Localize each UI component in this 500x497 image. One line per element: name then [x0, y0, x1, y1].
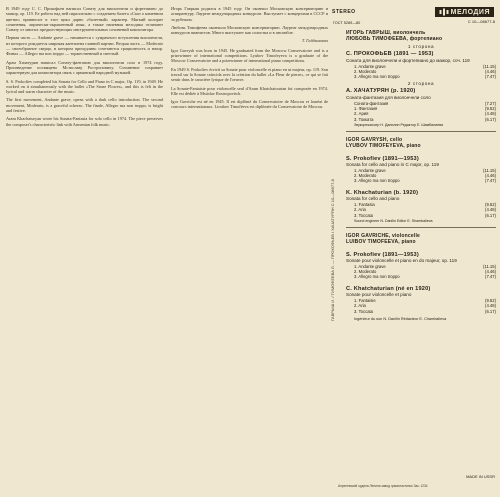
- track-title: 3. Toccata: [354, 308, 374, 314]
- gost-standard: ГОСТ 5289—80: [333, 21, 361, 25]
- track-duration: (4.48): [485, 207, 496, 213]
- track-title: 3. Toccata: [354, 212, 374, 218]
- made-in-label: MADE IN USSR: [466, 474, 495, 479]
- track-title: 1. Andante grave: [354, 63, 386, 69]
- notes-signature: Т. Гайдамович: [301, 38, 328, 44]
- composer-title: K. Khachaturian (b. 1920): [346, 189, 419, 196]
- track-title: 2. Moderato: [354, 269, 377, 275]
- production-credit: Sound engineer N. Danilin Editor E. Shambalieva: [354, 218, 433, 223]
- logo-wordmark: МЕЛОДИЯ: [450, 8, 490, 16]
- track-duration: (6.17): [485, 308, 496, 314]
- performer-line: ИГОРЬ ГАВРЫШ, виолончель: [346, 30, 426, 36]
- stereo-label: STEREO: [332, 9, 356, 15]
- notes-paragraph: Igor Gavrysh was born in 1945. He graduated from the Moscow Conservatoire and is a prizewinner of international competitions. Lyubov Timofeyeva is a graduate of the Moscow Conservatoire and a prizewinner of international piano competitions.: [171, 47, 328, 64]
- performer-line: IGOR GAVRICHE, violoncelle: [346, 233, 421, 240]
- track-duration: (9.52): [485, 105, 496, 111]
- performer-line: LYUBOV TIMOFEYEVA, piano: [346, 143, 421, 150]
- track-title: 3. Allegro ma non troppo: [354, 274, 400, 280]
- performers-fr: [346, 233, 496, 245]
- side-1-label: 1 сторона: [407, 44, 435, 50]
- track-item: [346, 117, 496, 122]
- composer-title: C. Khatchaturian (né en 1920): [346, 285, 431, 292]
- track-title: 3. Токката: [354, 116, 374, 122]
- track-duration: (7.47): [485, 178, 496, 184]
- work-title: Sonata for cello and piano: [346, 196, 400, 202]
- track-title: 2. Aria: [354, 303, 366, 309]
- composer-title: S. Prokofiev (1891—1953): [346, 155, 419, 162]
- work-title: Sonata for cello and piano in C major, op. 119: [346, 162, 439, 168]
- track-title: 1. Fantasia: [354, 201, 375, 207]
- notes-paragraph: Aram Khachaturyan wrote his Sonata-Fantasia for solo cello in 1974. The piece preserves the composer's characteristic link with Armenian folk music.: [6, 116, 163, 127]
- track-title: 1. Фантазия: [354, 105, 378, 111]
- notes-column-1: [6, 6, 163, 492]
- performer-line: IGOR GAVRYSH, cello: [346, 137, 403, 144]
- track-duration: (6.17): [485, 116, 496, 122]
- composer-title: С. ПРОКОФЬЕВ (1891 — 1953): [346, 51, 434, 58]
- track-duration: (11.15): [483, 167, 496, 173]
- catalog-number: С 10—08677-8: [467, 19, 495, 24]
- track-item: [346, 74, 496, 79]
- track-title: Соната-фантазия: [354, 100, 389, 106]
- track-listing: [346, 30, 496, 321]
- track-duration: (4.48): [485, 303, 496, 309]
- notes-paragraph: Игорь Гаврыш родился в 1945 году. Он окончил Московскую консерваторию и аспирантуру. Лауреат международных конкурсов. Выступает с концертами в СССР и за рубежом.: [171, 6, 328, 22]
- track-title: 2. Moderato: [354, 173, 377, 179]
- production-credit: Ingénieur du son N. Danilin Rédacteur E. Chambalieva: [354, 316, 447, 321]
- notes-paragraph: Арам Хачатурян написал Сонату-фантазию для виолончели соло в 1974 году. Произведение посвящено Мстиславу Ростроповичу. Сочинение сохраняет характерную для композитора связь с армянской народной музыкой.: [6, 59, 163, 76]
- track-duration: (11.15): [483, 63, 496, 69]
- track-title: 3. Allegro ma non troppo: [354, 178, 400, 184]
- track-title: 1. Andante grave: [354, 167, 386, 173]
- notes-column-2: [171, 6, 328, 492]
- notes-paragraph: The first movement, Andante grave, opens with a dark cello introduction. The second movement, Moderato, is a graceful scherzo. The finale, Allegro ma non troppo, is bright and festive.: [6, 97, 163, 114]
- performer-line: ЛЮБОВЬ ТИМОФЕЕВА, фортепиано: [346, 36, 443, 43]
- cover-header: [332, 6, 494, 18]
- work-title: Sonate pour violoncelle et piano: [346, 292, 412, 298]
- composer-title: А. ХАЧАТУРЯН (р. 1920): [346, 88, 416, 95]
- section-divider: [346, 131, 496, 132]
- notes-paragraph: В 1949 году С. С. Прокофьев написал Сонату для виолончели и фортепиано до мажор, ор. 119. Ее работа над ней параллельно с созданием балета «Сказ о каменном цветке» привносит в этот цикл дарно «балетный» характер. Мягкий колорит сочинения, лирически-окрашенный язык, а также напевная мелодика отличают Сонату от многих предшествующих инструментальных сочинений композитора.: [6, 6, 163, 33]
- work-title: Соната-фантазия для виолончели соло: [346, 95, 431, 101]
- melodiya-logo: [435, 7, 494, 17]
- notes-paragraph: Первая часть — Andante grave — начинается с сумрачного вступления виолончели, из которого рождается широкая кантилена главной партии. Вторая часть — Moderato — своеобразное скерцо, в котором причудливо сочетаются грациозность и юмор. Финал — Allegro ma non troppo — торжественный и светлый.: [6, 35, 163, 57]
- notes-paragraph: Igor Gavriche est né en 1945. Il est diplômé du Conservatoire de Moscou et lauréat de concours internationaux. Lioubov Timoféeva est diplômée du Conservatoire de Moscou.: [171, 99, 328, 110]
- track-title: 1. Andante grave: [354, 263, 386, 269]
- track-duration: (4.46): [485, 68, 496, 74]
- track-item: [346, 213, 496, 218]
- track-duration: (6.17): [485, 212, 496, 218]
- track-duration: (4.46): [485, 269, 496, 275]
- notes-paragraph: S. S. Prokofiev completed his Sonata for Cello and Piano in C major, Op. 119, in 1949. He worked on it simultaneously with the ballet «The Stone Flower», and this is felt in the lyrical and warm character of the music.: [6, 78, 163, 95]
- track-duration: (7.47): [485, 74, 496, 80]
- track-title: 1. Fantaisie: [354, 297, 376, 303]
- track-duration: (11.15): [483, 263, 496, 269]
- work-title: Sonate pour violoncelle et piano en do majeur, op. 119: [346, 258, 457, 264]
- track-title: 2. Moderato: [354, 68, 377, 74]
- track-duration: (7.27): [485, 100, 496, 106]
- track-title: 2. Aria: [354, 207, 366, 213]
- track-duration: (4.46): [485, 173, 496, 179]
- track-title: 2. Ария: [354, 111, 369, 117]
- performers-en: [346, 137, 496, 149]
- liner-notes: [6, 6, 328, 492]
- melodiya-logo-icon: [439, 8, 449, 16]
- track-duration: (9.52): [485, 297, 496, 303]
- notes-paragraph: Любовь Тимофеева окончила Московскую консерваторию. Лауреат международных конкурсов пианистов. Много выступает как солистка и в ансамбле.: [171, 24, 328, 36]
- spine-text: ГАВРЫШ И. / ТИМОФЕЕВА Л. — ПРОКОФЬЕВ / ХАЧАТУРЯН С 10—08677-8: [330, 179, 335, 321]
- notes-paragraph: La Sonate-Fantaisie pour violoncelle seul d'Aram Khatchatourian fut composée en 1974. Elle est dédiée à Mstislav Rostropovitch.: [171, 85, 328, 96]
- performers-ru: [346, 30, 496, 42]
- side-2-label: 2 сторона: [407, 81, 435, 87]
- performer-line: LUIBOV TIMOFEEVA, piano: [346, 239, 416, 246]
- track-duration: (4.48): [485, 111, 496, 117]
- composer-title: S. Prokofiev (1891—1953): [346, 251, 419, 258]
- track-duration: (7.47): [485, 274, 496, 280]
- notes-paragraph: En 1949 S. Prokofiev écrivit sa Sonate pour violoncelle et piano en ut majeur, op. 119. Son travail sur la Sonate coïncida avec la création du ballet «La Fleur de pierre», ce qui se fait sentir dans le caractère lyrique de l'oeuvre.: [171, 66, 328, 83]
- track-title: 3. Allegro ma non troppo: [354, 74, 400, 80]
- production-credit: Звукорежиссер Н. Данилин Редактор Е. Шамбалиева: [354, 122, 444, 127]
- work-title: Соната для виолончели и фортепиано до мажор, соч. 119: [346, 58, 470, 63]
- printer-line: Апрелевский ордена Ленина завод грампластинок Зак. 1234: [338, 484, 428, 488]
- track-item: [346, 309, 496, 314]
- track-duration: (9.52): [485, 201, 496, 207]
- section-divider: [346, 227, 496, 228]
